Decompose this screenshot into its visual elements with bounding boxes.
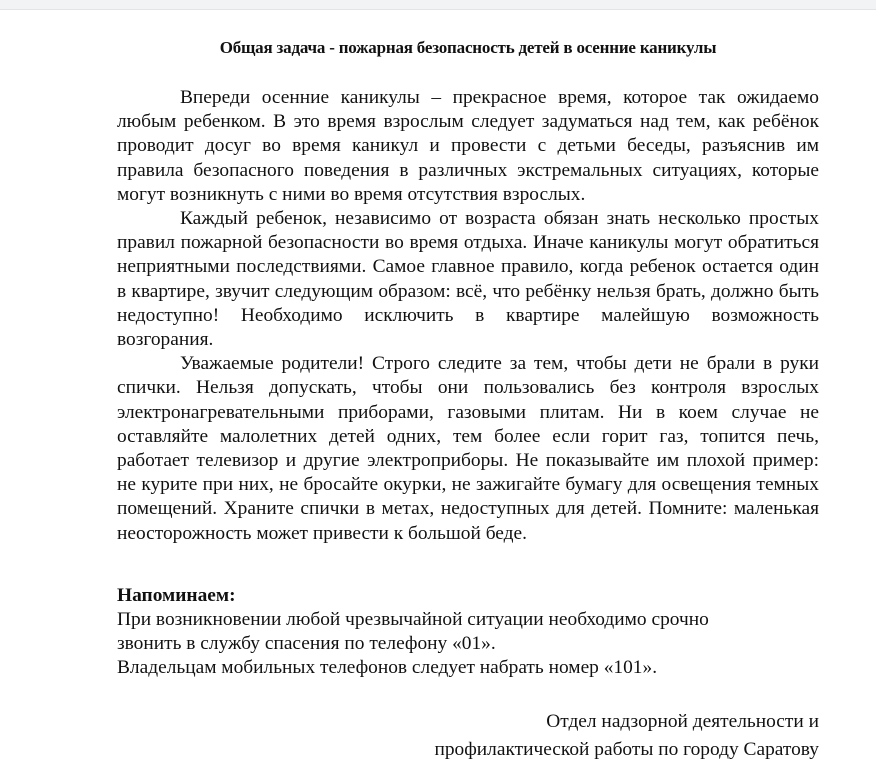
reminder-line: Владельцам мобильных телефонов следует набрать номер «101».: [117, 657, 658, 679]
viewer-top-bar: [0, 0, 876, 10]
paragraph-rules: Каждый ребенок, независимо от возраста обязан знать несколько простых правил пожарной безопасности во время отдыха. Иначе каникулы могут обратиться неприятными последствиями. Самое главное правило, когда ребенок остается один в квартире, звучит следующим образом: всё, что ребёнку нельзя брать, должно быть недоступно! Необходимо исключить в квартире малейшую возможность возгорания.: [117, 208, 819, 351]
document-body: [117, 86, 819, 546]
signature-line: Отдел надзорной деятельности и: [546, 710, 819, 732]
signature-block: [117, 708, 819, 764]
paragraph-parents: Уважаемые родители! Строго следите за тем, чтобы дети не брали в руки спички. Нельзя допускать, чтобы они пользовались без контроля взрослых электронагревательными приборами, газовыми плитам. Ни в коем случае не оставляйте малолетних детей одних, тем более если горит газ, топится печь, работает телевизор и другие электроприборы. Не показывайте им плохой пример: не курите при них, не бросайте окурки, не зажигайте бумагу для освещения темных помещений. Храните спички в метах, недоступных для детей. Помните: маленькая неосторожность может привести к большой беде.: [117, 353, 819, 544]
paragraph-intro: Впереди осенние каникулы – прекрасное время, которое так ожидаемо любым ребенком. В это время взрослым следует задуматься над тем, как ребёнок проводит досуг во время каникул и провести с детьми беседы, разъяснив им правила безопасного поведения в различных экстремальных ситуациях, которые могут возникнуть с ними во время отсутствия взрослых.: [117, 87, 819, 205]
reminder-line: звонить в службу спасения по телефону «01».: [117, 633, 496, 655]
reminder-heading: Напоминаем:: [117, 584, 236, 606]
document-page: [117, 36, 819, 764]
reminder-block: [117, 584, 819, 681]
reminder-line: При возникновении любой чрезвычайной ситуации необходимо срочно: [117, 609, 709, 631]
document-title: Общая задача - пожарная безопасность детей в осенние каникулы: [219, 38, 717, 57]
signature-line: профилактической работы по городу Саратову: [434, 738, 819, 760]
